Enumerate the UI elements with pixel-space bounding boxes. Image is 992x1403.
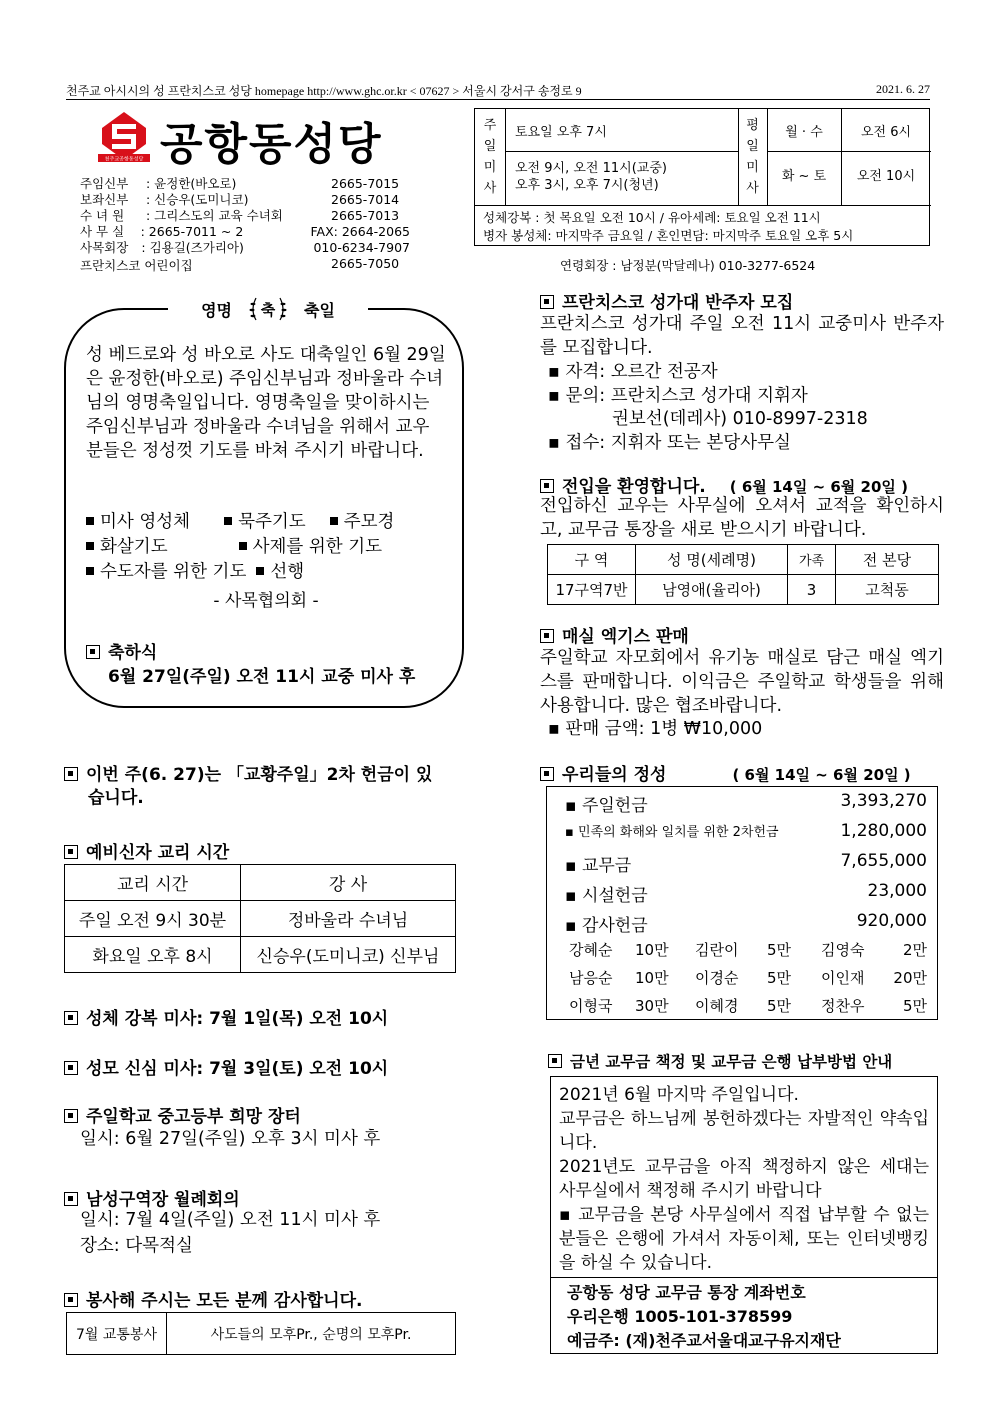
volunteer-table <box>66 1312 456 1355</box>
list-item: ▪ 감사헌금 920,000 <box>565 911 927 936</box>
catechism-heading: 예비신자 교리 시간 <box>64 838 229 863</box>
offering-heading: 우리들의 정성 ( 6월 14일 ~ 6월 20일 ) <box>540 760 911 785</box>
newcomer-table: 구 역 성 명(세례명) 가족 전 본당 17구역7반 남영애(율리아) 3 고척동 <box>547 544 939 605</box>
prayer-list: 미사 영성체 묵주기도 주모경 화살기도 사제를 위한 기도 수도자를 위한 기도 선행 <box>86 510 456 585</box>
mass-note-1: 성체강복 : 첫 목요일 오전 10시 / 유아세례: 토요일 오전 11시 <box>483 210 821 225</box>
saturday-mass: 토요일 오후 7시 <box>515 125 607 140</box>
table-row: 화요일 오후 8시 신승우(도미니코) 신부님 <box>65 937 456 973</box>
bullet-icon <box>64 1061 78 1075</box>
sunday-mass-1: 오전 9시, 오전 11시(교중) <box>515 161 667 176</box>
staff-row: 보좌신부 : 신승우(도미니코) 2665-7014 <box>80 192 400 207</box>
feast-day-heading: 영명 축 축일 <box>168 292 368 326</box>
marian-notice: 성모 신심 미사: 7월 3일(토) 오전 10시 <box>64 1054 388 1079</box>
mass-note-2: 병자 봉성체: 마지막주 금요일 / 혼인면담: 마지막주 토요일 오후 5시 <box>483 228 854 243</box>
choir-heading: 프란치스코 성가대 반주자 모집 <box>540 288 793 313</box>
bullet-icon <box>540 629 554 643</box>
bullet-icon <box>540 295 554 309</box>
pope-sunday-notice: 이번 주(6. 27)는 「교황주일」2차 헌금이 있 <box>64 760 432 785</box>
table-row: 주일 오전 9시 30분 정바울라 수녀님 <box>65 901 456 937</box>
plum-price: ▪ 판매 금액: 1병 ₩10,000 <box>548 719 763 739</box>
offering-box <box>546 786 938 1020</box>
sunday-mass-2: 오후 3시, 오후 7시(청년) <box>515 178 659 193</box>
sunday-mass-label: 주일미사 <box>483 118 497 196</box>
header-rule <box>66 99 930 100</box>
celebration-heading: 축하식 <box>86 638 157 663</box>
table-row: 남응순 10만 이경순 5만 이인재 20만 <box>569 969 927 987</box>
page-title: 공항동성당 <box>160 119 383 170</box>
bullet-icon <box>548 1054 562 1068</box>
dues-box <box>550 1076 938 1354</box>
offering-items <box>565 791 927 941</box>
pope-sunday-notice-cont: 습니다. <box>88 788 144 808</box>
dues-heading: 금년 교무금 책정 및 교무금 은행 납부방법 안내 <box>548 1050 892 1072</box>
plum-text: 주일학교 자모회에서 유기농 매실로 담근 매실 엑기스를 판매합니다. 이익금은 주일학교 학생들을 위해 사용합니다. 많은 협조바랍니다. <box>540 648 944 716</box>
list-item: ▪ 시설헌금 23,000 <box>565 881 927 906</box>
bullet-icon <box>64 1192 78 1206</box>
staff-row: 사 무 실 : 2665-7011 ~ 2 FAX: 2664-2065 <box>80 224 410 239</box>
staff-row: 주임신부 : 윤정한(바오로) 2665-7015 <box>80 176 400 191</box>
table-row: 7월 교통봉사 사도들의 모후Pr., 순명의 모후Pr. <box>67 1313 456 1355</box>
bullet-icon <box>540 767 554 781</box>
choir-inquiry: ▪ 문의: 프란치스코 성가대 지휘자 <box>548 386 808 406</box>
bullet-icon <box>64 767 78 781</box>
dues-text: 2021년 6월 마지막 주일입니다. 교무금은 하느님께 봉헌하겠다는 자발적인 약속입니다. 2021년도 교무금을 아직 책정하지 않은 세대는 사무실에서 책정해 주시기 바랍니다 ▪ 교무금을 본당 사무실에서 직접 납부할 수 없는 분들은 은행에 가셔서 자동이체, 또는 인터넷뱅킹을 하실 수 있습니다. <box>559 1085 929 1273</box>
district-time: 일시: 7월 4일(주일) 오전 11시 미사 후 <box>80 1210 381 1230</box>
bullet-icon <box>64 845 78 859</box>
choir-contact: 권보선(데레사) 010-8997-2318 <box>612 409 868 429</box>
weekday-2-time: 오전 10시 <box>856 169 916 184</box>
choir-receipt: ▪ 접수: 지휘자 또는 본당사무실 <box>548 433 791 453</box>
mass-schedule <box>474 108 930 246</box>
welcome-text: 전입하신 교우는 사무실에 오셔서 교적을 확인하시고, 교무금 통장을 새로 받으시기 바랍니다. <box>540 496 944 540</box>
bullet-icon <box>64 1109 78 1123</box>
catechism-table: 교리 시간 강 사 주일 오전 9시 30분 정바울라 수녀님 화요일 오후 8시 신승우(도미니코) 신부님 <box>64 864 456 973</box>
welcome-heading: 전입을 환영합니다. ( 6월 14일 ~ 6월 20일 ) <box>540 472 908 497</box>
bullet-icon <box>540 479 554 493</box>
celebration-time: 6월 27일(주일) 오전 11시 교중 미사 후 <box>108 667 416 687</box>
feast-signature: - 사목협의회 - <box>213 591 319 611</box>
weekday-1-days: 월 · 수 <box>785 125 823 140</box>
logo-caption: 천주교공항동성당 <box>104 156 144 162</box>
staff-list <box>80 176 410 256</box>
list-item: ▪ 주일헌금 3,393,270 <box>565 791 927 816</box>
list-item: ▪ 교무금 7,655,000 <box>565 851 927 876</box>
benediction-notice: 성체 강복 미사: 7월 1일(목) 오전 10시 <box>64 1004 388 1029</box>
list-item: ▪ 민족의 화해와 일치를 위한 2차헌금 1,280,000 <box>565 821 927 841</box>
weekday-2-days: 화 ~ 토 <box>781 169 827 184</box>
weekday-1-time: 오전 6시 <box>860 125 912 140</box>
table-row: 이형국 30만 이혜경 5만 정찬우 5만 <box>569 997 927 1015</box>
donor-list <box>569 939 927 1023</box>
choir-qualification: ▪ 자격: 오르간 전공자 <box>548 362 718 382</box>
kindergarten-row: 프란치스코 어린이집 2665-7050 <box>80 256 400 273</box>
staff-row: 수 녀 원 : 그리스도의 교육 수녀회 2665-7013 <box>80 208 400 223</box>
association-contact: 연령회장 : 남정분(막달레나) 010-3277-6524 <box>560 258 816 273</box>
plum-heading: 매실 엑기스 판매 <box>540 622 689 647</box>
district-heading: 남성구역장 월례회의 <box>64 1185 240 1210</box>
bank-account: 공항동 성당 교무금 통장 계좌번호 우리은행 1005-101-378599 예금주: (재)천주교서울대교구유지재단 <box>567 1283 841 1350</box>
thanks-heading: 봉사해 주시는 모든 분께 감사합니다. <box>64 1286 362 1311</box>
issue-date: 2021. 6. 27 <box>876 82 930 96</box>
bullet-icon <box>86 645 100 659</box>
choir-text: 프란치스코 성가대 주일 오전 11시 교중미사 반주자를 모집합니다. <box>540 314 944 358</box>
weekday-mass-label: 평일미사 <box>746 118 759 196</box>
table-row: 강혜순 10만 김란이 5만 김영숙 2만 <box>569 941 927 959</box>
header-info-line <box>66 82 930 100</box>
market-heading: 주일학교 중고등부 희망 장터 <box>64 1102 301 1127</box>
district-place: 장소: 다목적실 <box>80 1236 193 1256</box>
laurel-icon: 축 <box>248 294 288 324</box>
bullet-icon <box>64 1011 78 1025</box>
table-row: 17구역7반 남영애(율리아) 3 고척동 <box>548 575 939 605</box>
header-address: 천주교 아시시의 성 프란치스코 성당 homepage http://www.ghc.or.kr < 07627 > 서울시 강서구 송정로 9 <box>66 84 582 98</box>
market-time: 일시: 6월 27일(주일) 오후 3시 미사 후 <box>80 1129 381 1149</box>
feast-description: 성 베드로와 성 바오로 사도 대축일인 6월 29일은 윤정한(바오로) 주임신부님과 정바울라 수녀님의 영명축일입니다. 영명축일을 맞이하시는 주임신부님과 정바울라 수녀님을 위해서 교우분들은 정성껏 기도를 바쳐 주시기 바랍니다. <box>86 345 446 461</box>
logo-icon <box>98 110 150 162</box>
staff-row: 사목회장 : 김용길(즈가리아) 010-6234-7907 <box>80 240 410 255</box>
bullet-icon <box>64 1293 78 1307</box>
parish-logo <box>98 110 150 162</box>
